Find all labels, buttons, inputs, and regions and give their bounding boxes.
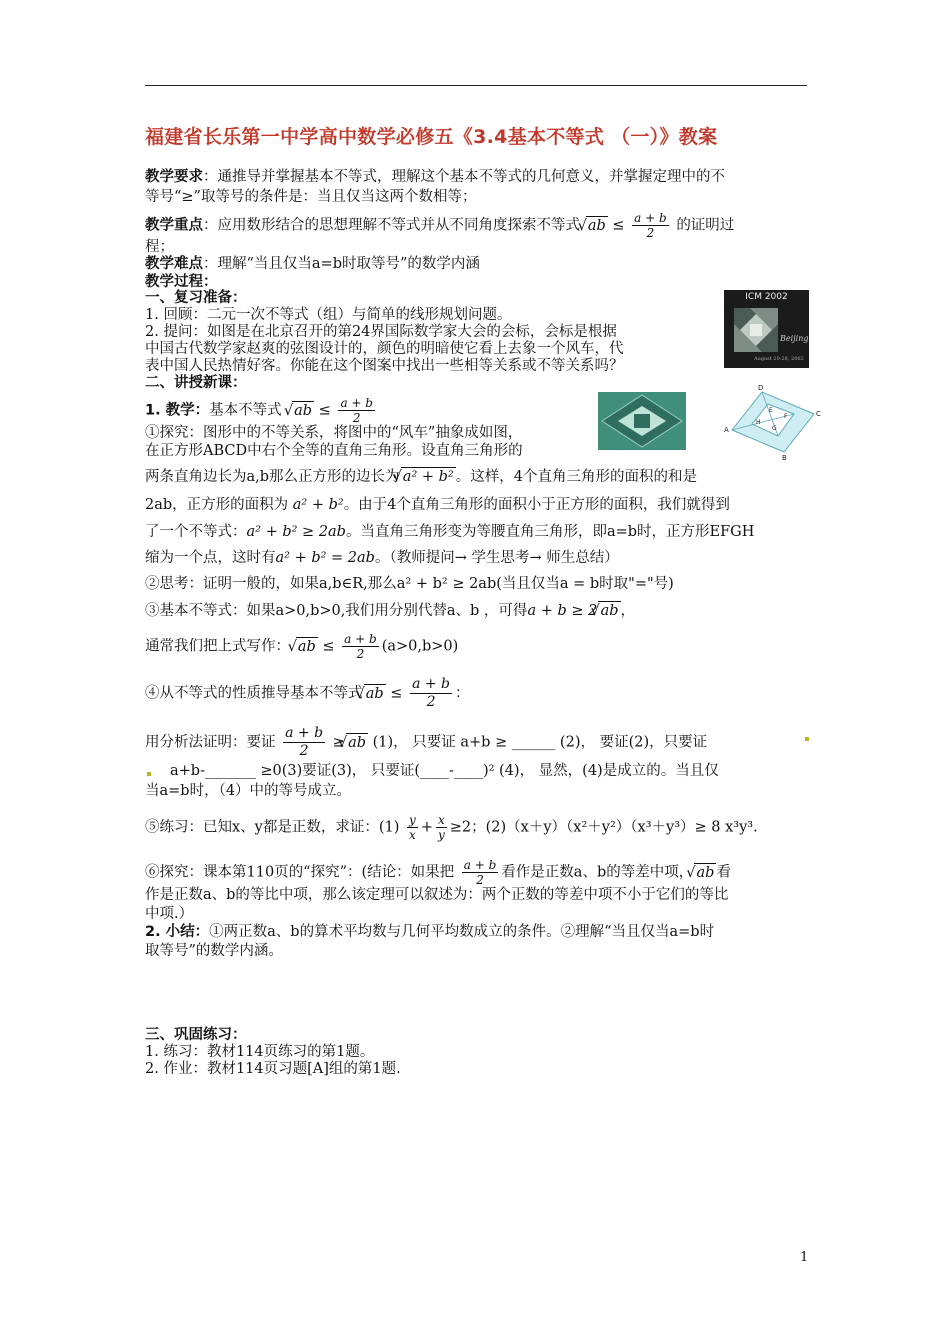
- svg-text:E: E: [769, 407, 773, 414]
- stray-dot: [805, 737, 809, 741]
- practice-line: ⑤练习：已知x、y都是正数，求证：(1) $\frac{y}{x}$ + $\frac{x}{y}$ ≥2；(2)（x＋y）（x²＋y²）（x³＋y³）≥ 8 x³y³.: [145, 813, 758, 842]
- analysis-line-1: 用分析法证明：要证 $\frac{a + b}{2}$ ≥√ ab (1)， 只要证 a+b ≥ ______ (2)， 要证(2)，只要证: [145, 725, 707, 760]
- derive-line: ④从不等式的性质推导基本不等式√ ab ≤ $\frac{a + b}{2}$ ：: [145, 676, 470, 711]
- section-3-heading: 三、巩固练习：: [145, 1027, 247, 1043]
- pinwheel-figure-image: [598, 392, 686, 450]
- header-rule: [145, 85, 807, 86]
- fraction: $\frac{a + b}{2}$: [463, 858, 497, 887]
- review-item-2-line-1: 2. 提问：如图是在北京召开的第24界国际数学家大会的会标，会标是根据: [145, 324, 617, 340]
- analysis-line-2: a+b-_______ ≥0(3)要证(3)， 只要证(____-____)² (4)， 显然，(4)是成立的。当且仅: [170, 763, 719, 779]
- explore-1-line-4: 2ab，正方形的面积为 a² + b²。由于4个直角三角形的面积小于正方形的面积，我们就得到: [145, 497, 730, 513]
- explore-1-line-3: 两条直角边长为a,b那么正方形的边长为√ a² + b² 。这样，4个直角三角形的面积的和是: [145, 467, 697, 487]
- fraction: $\frac{a + b}{2}$: [340, 396, 373, 425]
- requirement-line-1: 教学要求：通推导并掌握基本不等式，理解这个基本不等式的几何意义，并掌握定理中的不: [145, 169, 725, 185]
- explore-1-line-5: 了一个不等式：a² + b² ≥ 2ab。当直角三角形变为等腰直角三角形，即a=b时，正方形EFGH: [145, 524, 755, 540]
- explore-2-line-2: 作是正数a、b的等比中项，那么该定理可以叙述为：两个正数的等差中项不小于它们的等比: [145, 887, 729, 903]
- section-2-heading: 二、讲授新课：: [145, 375, 247, 391]
- svg-text:A: A: [724, 426, 729, 434]
- difficulty-line: 教学难点：理解“当且仅当a=b时取等号”的数学内涵: [145, 256, 480, 272]
- requirement-label: 教学要求: [145, 169, 203, 185]
- review-item-2-line-2: 中国古代数学家赵爽的弦图设计的，颜色的明暗使它看上去象一个风车，代: [145, 341, 624, 357]
- exercise-item-2: 2. 作业：教材114页习题[A]组的第1题.: [145, 1061, 401, 1077]
- explore-2-line-1: ⑥探究：课本第110页的“探究”：(结论：如果把 $\frac{a + b}{2}$ 看作是正数a、b的等差中项，√ ab 看: [145, 858, 731, 887]
- explore-1-line-1: ①探究：图形中的不等关系，将图中的“风车”抽象成如图，: [145, 425, 523, 441]
- focus-label: 教学重点: [145, 217, 203, 234]
- icm-logo-image: ICM 2002 Beijing August 20-28, 2002: [724, 290, 809, 368]
- section-1-heading: 一、复习准备：: [145, 290, 247, 306]
- fraction: $\frac{a + b}{2}$: [412, 676, 451, 710]
- svg-text:G: G: [772, 425, 777, 432]
- svg-text:F: F: [784, 413, 788, 420]
- fraction: $\frac{a + b}{2}$: [285, 725, 324, 759]
- fraction: $\frac{a + b}{2}$: [634, 211, 667, 240]
- page-number: 1: [800, 1250, 809, 1265]
- svg-text:H: H: [756, 419, 761, 426]
- geometry-diagram: [722, 382, 824, 460]
- think-line: ②思考：证明一般的，如果a,b∈R,那么a² + b² ≥ 2ab(当且仅当a = b时取"="号): [145, 576, 674, 592]
- page-title: 福建省长乐第一中学高中数学必修五《3.4基本不等式 （一）》教案: [145, 126, 718, 148]
- svg-text:B: B: [782, 454, 787, 460]
- process-label: 教学过程：: [145, 274, 218, 290]
- teach-line: 1. 教学：基本不等式 √ ab ≤ $\frac{a + b}{2}$: [145, 396, 378, 425]
- focus-line-2: 程；: [145, 239, 174, 255]
- basic-inequality-line-2: 通常我们把上式写作： √ ab ≤ $\frac{a + b}{2}$ (a>0,b>0): [145, 632, 458, 661]
- analysis-line-3: 当a=b时，（4）中的等号成立。: [145, 783, 352, 799]
- review-item-2-line-3: 表中国人民热情好客。你能在这个图案中找出一些相等关系或不等关系吗？: [145, 358, 624, 374]
- basic-inequality-line-1: ③基本不等式：如果a>0,b>0,我们用分别代替a、b ，可得a + b ≥ 2√ ab ，: [145, 601, 635, 621]
- summary-line-2: 取等号”的数学内涵。: [145, 943, 283, 959]
- fraction: $\frac{a + b}{2}$: [344, 632, 377, 661]
- fraction: $\frac{y}{x}$: [409, 813, 416, 842]
- svg-text:D: D: [758, 384, 764, 392]
- explore-1-line-6: 缩为一个点，这时有a² + b² = 2ab。（教师提问→ 学生思考→ 师生总结）: [145, 550, 619, 566]
- stray-dot: [147, 772, 151, 776]
- svg-text:C: C: [816, 410, 821, 418]
- difficulty-label: 教学难点: [145, 256, 203, 272]
- explore-2-line-3: 中项.）: [145, 906, 194, 922]
- review-item-1: 1. 回顾：二元一次不等式（组）与简单的线形规划问题。: [145, 307, 512, 323]
- exercise-item-1: 1. 练习：教材114页练习的第1题。: [145, 1044, 375, 1060]
- requirement-line-2: 等号“≥”取等号的条件是：当且仅当这两个数相等；: [145, 189, 477, 205]
- focus-line: 教学重点：应用数形结合的思想理解不等式并从不同角度探索不等式 √ ab ≤ $\frac{a + b}{2}$ 的证明过: [145, 211, 734, 240]
- summary-line-1: 2. 小结：①两正数a、b的算术平均数与几何平均数成立的条件。②理解“当且仅当a=b时: [145, 924, 715, 940]
- pinwheel-icon: [732, 306, 780, 354]
- fraction: $\frac{x}{y}$: [437, 813, 445, 842]
- explore-1-line-2: 在正方形ABCD中右个全等的直角三角形。设直角三角形的: [145, 443, 523, 459]
